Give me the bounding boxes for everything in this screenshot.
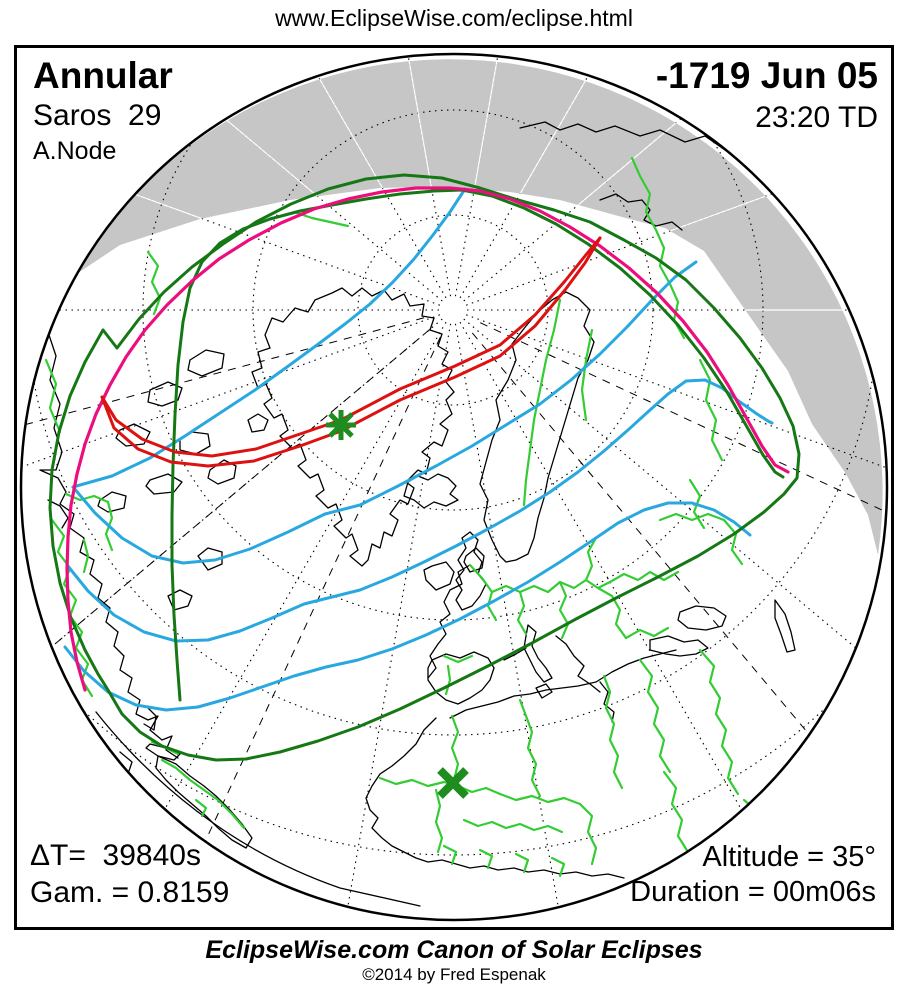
gamma-label: Gam. = 0.8159 bbox=[30, 876, 230, 909]
duration-label: Duration = 00m06s bbox=[630, 876, 876, 908]
page-url-text: www.EclipseWise.com/eclipse.html bbox=[275, 5, 633, 31]
footer-copyright: ©2014 by Fred Espenak bbox=[362, 965, 546, 984]
altitude-label: Altitude = 35° bbox=[702, 841, 876, 873]
eclipse-time-label: 23:20 TD bbox=[755, 101, 878, 134]
delta-t-label: ΔT= 39840s bbox=[30, 839, 201, 872]
eclipse-type-label: Annular bbox=[33, 55, 173, 96]
saros-label: Saros 29 bbox=[33, 99, 162, 132]
greatest-eclipse-star-marker bbox=[326, 410, 356, 440]
node-label: A.Node bbox=[33, 137, 117, 165]
eclipse-date-label: -1719 Jun 05 bbox=[655, 55, 878, 96]
footer-title: EclipseWise.com Canon of Solar Eclipses bbox=[205, 936, 703, 964]
